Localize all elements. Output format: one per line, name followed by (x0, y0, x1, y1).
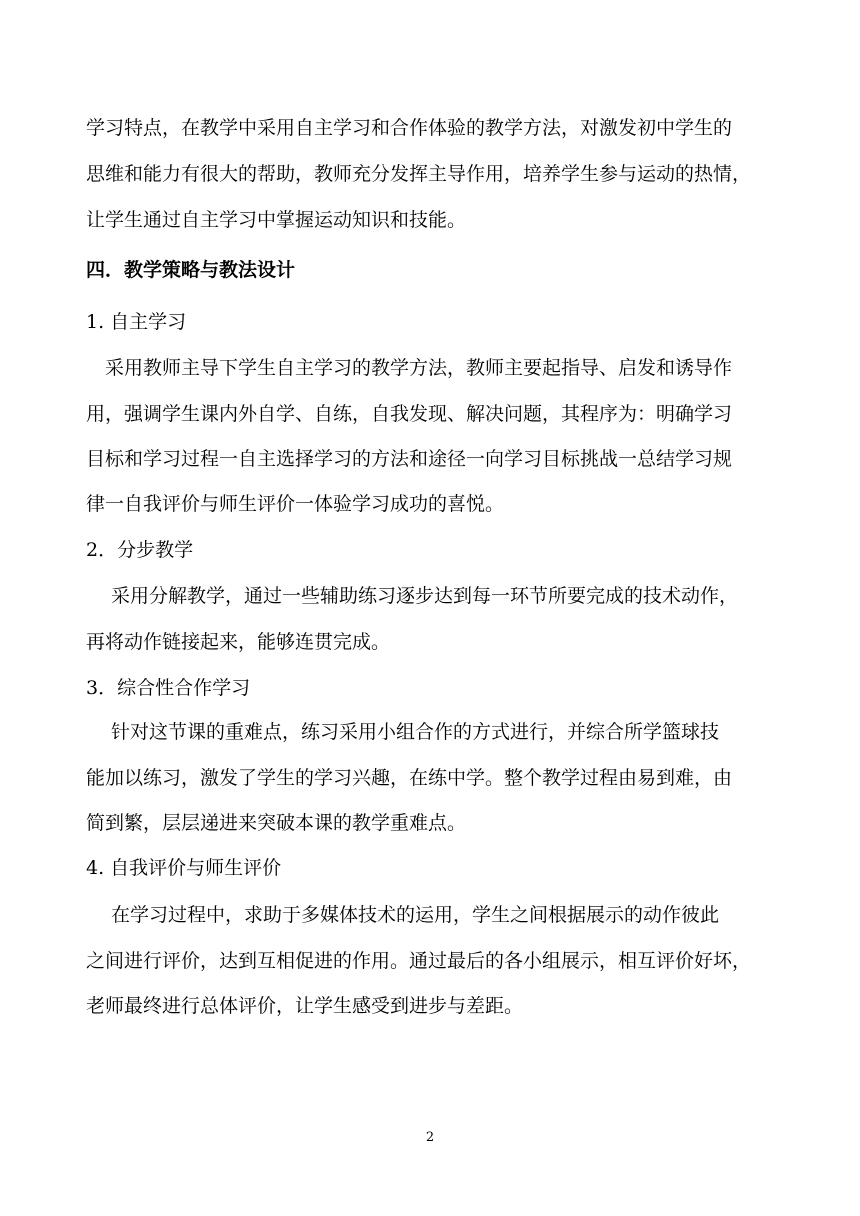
intro-line-3: 让学生通过自主学习中掌握运动知识和技能。 (86, 209, 467, 231)
item-3-title: 3．综合性合作学习 (86, 677, 251, 699)
section-heading: 四．教学策略与教法设计 (86, 259, 296, 281)
item-3-line-3: 简到繁，层层递进来突破本课的教学重难点。 (86, 812, 467, 834)
item-1-line-4: 律一自我评价与师生评价一体验学习成功的喜悦。 (86, 493, 505, 515)
item-1-title: 1. 自主学习 (86, 311, 187, 333)
item-4-line-1: 在学习过程中，求助于多媒体技术的运用，学生之间根据展示的动作彼此 (86, 904, 720, 926)
item-1-line-2: 用，强调学生课内外自学、自练，自我发现、解决问题，其程序为：明确学习 (86, 403, 733, 425)
item-1-line-1: 采用教师主导下学生自主学习的教学方法，教师主要起指导、启发和诱导作 (86, 357, 733, 379)
intro-line-1: 学习特点，在教学中采用自主学习和合作体验的教学方法，对激发初中学生的 (86, 117, 733, 139)
item-2-line-2: 再将动作链接起来，能够连贯完成。 (86, 631, 391, 653)
intro-line-2: 思维和能力有很大的帮助，教师充分发挥主导作用，培养学生参与运动的热情， (86, 163, 752, 185)
item-2-line-1: 采用分解教学，通过一些辅助练习逐步达到每一环节所要完成的技术动作， (86, 585, 739, 607)
item-4-line-2: 之间进行评价，达到互相促进的作用。通过最后的各小组展示，相互评价好坏， (86, 950, 752, 972)
item-4-line-3: 老师最终进行总体评价，让学生感受到进步与差距。 (86, 995, 524, 1017)
item-2-title: 2．分步教学 (86, 539, 194, 561)
item-3-line-2: 能加以练习，激发了学生的学习兴趣，在练中学。整个教学过程由易到难，由 (86, 767, 733, 789)
item-1-line-3: 目标和学习过程一自主选择学习的方法和途径一向学习目标挑战一总结学习规 (86, 448, 733, 470)
item-3-line-1: 针对这节课的重难点，练习采用小组合作的方式进行，并综合所学篮球技 (86, 721, 720, 743)
page-number: 2 (425, 1130, 435, 1145)
item-4-title: 4. 自我评价与师生评价 (86, 857, 282, 879)
